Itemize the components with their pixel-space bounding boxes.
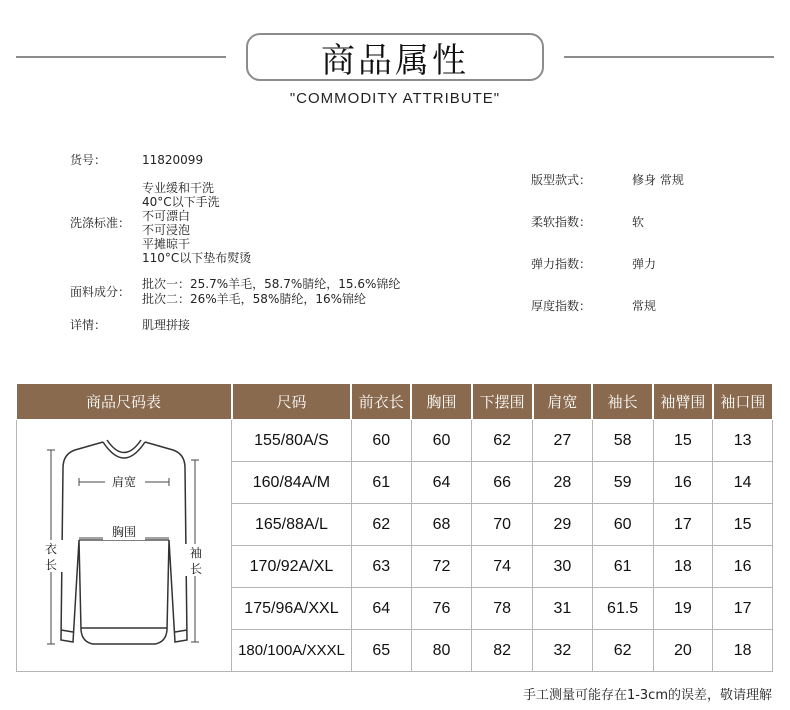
cell-hem: 62 (472, 420, 533, 462)
cell-chest: 68 (411, 504, 472, 546)
attr-value-washing-2: 40°C以下手洗 (142, 195, 220, 209)
cell-hem: 70 (472, 504, 533, 546)
cell-arm-circumference: 19 (653, 588, 713, 630)
header-sleeve-length: 袖长 (592, 384, 653, 420)
cell-arm-circumference: 16 (653, 462, 713, 504)
cell-front-length: 60 (351, 420, 411, 462)
cell-hem: 78 (472, 588, 533, 630)
header-cuff: 袖口围 (713, 384, 773, 420)
attr-value-thickness: 常规 (632, 299, 657, 313)
header-shoulder: 肩宽 (533, 384, 593, 420)
attr-value-item-no: 11820099 (142, 153, 204, 167)
cell-size: 170/92A/XL (232, 546, 352, 588)
cell-size: 160/84A/M (232, 462, 352, 504)
page-subtitle: "COMMODITY ATTRIBUTE" (289, 90, 501, 107)
cell-shoulder: 29 (533, 504, 593, 546)
cell-shoulder: 28 (533, 462, 593, 504)
cell-shoulder: 27 (533, 420, 593, 462)
cell-size: 180/100A/XXXL (232, 630, 352, 672)
attr-value-detail: 肌理拼接 (142, 318, 191, 332)
diagram-label-chest: 胸围 (111, 525, 137, 539)
diagram-label-shoulder: 肩宽 (111, 475, 137, 489)
attr-value-washing-1: 专业缓和干洗 (142, 181, 215, 195)
header-front-length: 前衣长 (351, 384, 411, 420)
header-size-chart: 商品尺码表 (17, 384, 232, 420)
cell-arm-circumference: 20 (653, 630, 713, 672)
cell-size: 175/96A/XXL (232, 588, 352, 630)
attr-label-elasticity: 弹力指数： (531, 257, 592, 271)
attr-value-washing-4: 不可浸泡 (142, 223, 191, 237)
cell-front-length: 64 (351, 588, 411, 630)
cell-shoulder: 31 (533, 588, 593, 630)
page-title: 商品属性 (321, 40, 469, 81)
size-table (16, 383, 773, 672)
attr-value-fit: 修身 常规 (632, 173, 684, 187)
cell-cuff: 13 (713, 420, 773, 462)
cell-chest: 80 (411, 630, 472, 672)
table-row (17, 420, 773, 462)
title-box (246, 33, 544, 81)
cell-front-length: 62 (351, 504, 411, 546)
cell-cuff: 18 (713, 630, 773, 672)
cell-sleeve-length: 58 (592, 420, 653, 462)
cell-sleeve-length: 61.5 (592, 588, 653, 630)
cell-arm-circumference: 17 (653, 504, 713, 546)
attr-value-elasticity: 弹力 (632, 257, 657, 271)
attr-value-washing-5: 平摊晾干 (142, 237, 191, 251)
header-arm-circumference: 袖臂围 (653, 384, 713, 420)
cell-chest: 64 (411, 462, 472, 504)
cell-shoulder: 30 (533, 546, 593, 588)
diagram-label-length-1: 衣 (44, 542, 58, 556)
cell-cuff: 15 (713, 504, 773, 546)
diagram-label-sleeve-2: 长 (189, 562, 203, 576)
title-rule-right (564, 56, 774, 58)
cell-arm-circumference: 18 (653, 546, 713, 588)
header-hem: 下摆围 (472, 384, 533, 420)
cell-cuff: 16 (713, 546, 773, 588)
cell-size: 165/88A/L (232, 504, 352, 546)
sweater-diagram (17, 420, 231, 666)
cell-sleeve-length: 62 (592, 630, 653, 672)
cell-shoulder: 32 (533, 630, 593, 672)
cell-chest: 60 (411, 420, 472, 462)
cell-front-length: 65 (351, 630, 411, 672)
cell-sleeve-length: 59 (592, 462, 653, 504)
attr-value-washing-6: 110°C以下垫布熨烫 (142, 251, 252, 265)
attr-label-detail: 详情： (70, 318, 107, 332)
cell-chest: 76 (411, 588, 472, 630)
cell-size: 155/80A/S (232, 420, 352, 462)
cell-hem: 66 (472, 462, 533, 504)
attr-value-fabric-2: 批次二：26%羊毛，58%腈纶，16%锦纶 (142, 292, 367, 306)
cell-hem: 74 (472, 546, 533, 588)
header-size: 尺码 (232, 384, 352, 420)
attr-value-washing-3: 不可漂白 (142, 209, 191, 223)
attr-label-fit: 版型款式： (531, 173, 592, 187)
attr-label-washing: 洗涤标准： (70, 216, 131, 230)
cell-front-length: 61 (351, 462, 411, 504)
attr-label-fabric: 面料成分： (70, 285, 131, 299)
size-table-header (17, 384, 773, 420)
cell-arm-circumference: 15 (653, 420, 713, 462)
cell-sleeve-length: 61 (592, 546, 653, 588)
measurement-note: 手工测量可能存在1-3cm的误差，敬请理解 (522, 688, 772, 703)
attr-label-thickness: 厚度指数： (531, 299, 592, 313)
attr-value-fabric-1: 批次一：25.7%羊毛，58.7%腈纶，15.6%锦纶 (142, 277, 401, 291)
cell-chest: 72 (411, 546, 472, 588)
cell-front-length: 63 (351, 546, 411, 588)
cell-hem: 82 (472, 630, 533, 672)
cell-cuff: 17 (713, 588, 773, 630)
header-chest: 胸围 (411, 384, 472, 420)
cell-sleeve-length: 60 (592, 504, 653, 546)
attr-label-softness: 柔软指数： (531, 215, 592, 229)
diagram-label-length-2: 长 (44, 558, 58, 572)
attr-label-item-no: 货号： (70, 153, 107, 167)
diagram-label-sleeve-1: 袖 (189, 546, 203, 560)
title-rule-left (16, 56, 226, 58)
cell-cuff: 14 (713, 462, 773, 504)
attr-value-softness: 软 (632, 215, 645, 229)
garment-diagram-cell (17, 420, 232, 672)
